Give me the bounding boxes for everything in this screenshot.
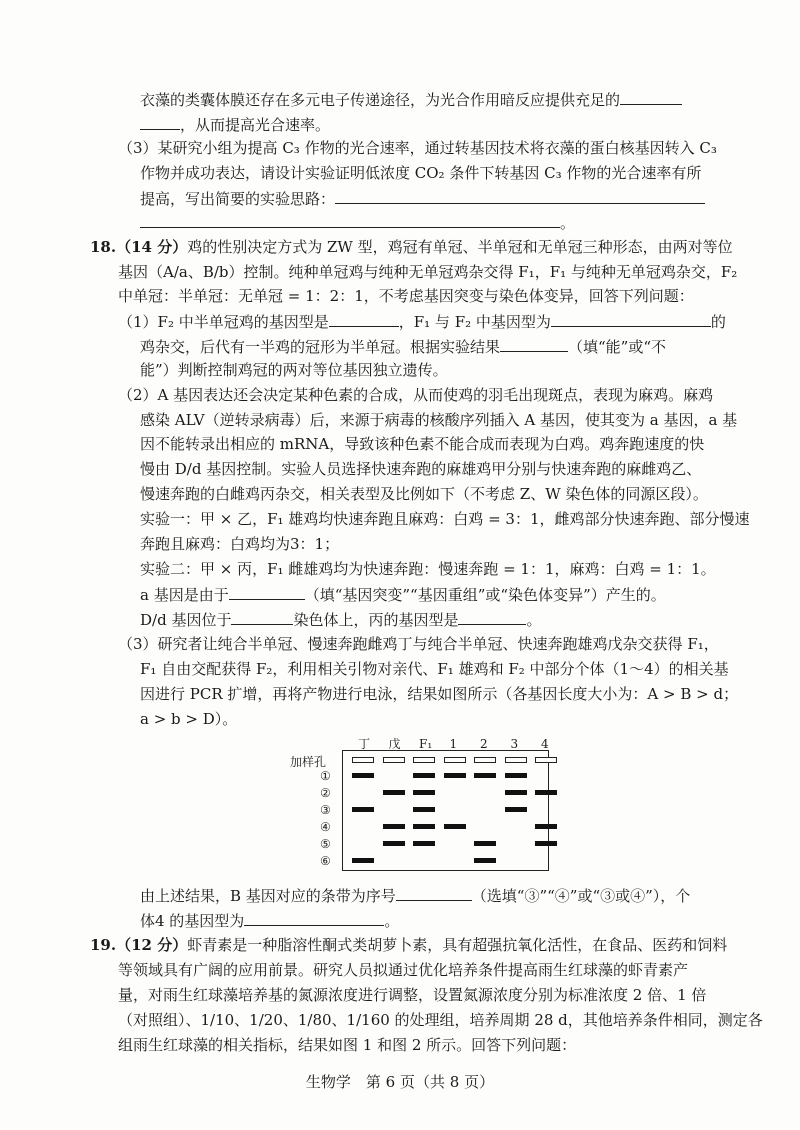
text: a 基因是由于: [140, 586, 229, 604]
gel-band: [413, 790, 435, 795]
gel-band: [474, 841, 496, 846]
gel-band: [474, 773, 496, 778]
text: ，从而提高光合速率。: [180, 116, 331, 134]
text: 。: [384, 912, 400, 930]
text: 提高，写出简要的实验思路：: [140, 190, 336, 208]
text: 虾青素是一种脂溶性酮式类胡萝卜素，具有超强抗氧化活性，在食品、医药和饲料: [187, 936, 728, 954]
text-line: 慢速奔跑的白雌鸡丙杂交，相关表型及比例如下（不考虑 Z、W 染色体的同源区段）。: [140, 485, 708, 503]
text: 。: [526, 611, 542, 629]
gel-band: [383, 841, 405, 846]
text-line: [140, 884, 690, 907]
text-line: a > b > D）。: [140, 710, 238, 728]
answer-blank[interactable]: [229, 583, 305, 600]
band-row-label: ⑤: [320, 837, 331, 851]
text-line: 奔跑且麻鸡：白鸡均为3：1；: [140, 535, 340, 553]
sample-well: [474, 757, 496, 763]
sample-well: [383, 757, 405, 763]
answer-blank[interactable]: [231, 608, 293, 625]
text: 染色体上，丙的基因型是: [293, 611, 459, 629]
text: （填“能”或“不: [568, 338, 667, 356]
gel-band: [535, 841, 557, 846]
text-line: 等领域具有广阔的应用前景。研究人员拟通过优化培养条件提高雨生红球藻的虾青素产: [118, 961, 689, 979]
answer-blank[interactable]: [329, 310, 399, 327]
text-line: （对照组）、1/10、1/20、1/80、1/160 的处理组，培养周期 28 d，其他培养条件相同，测定各: [118, 1011, 763, 1029]
question-18-header: [90, 236, 733, 258]
question-number: 18.（14 分）: [90, 238, 188, 256]
gel-band: [505, 773, 527, 778]
gel-band: [352, 773, 374, 778]
text: （1）F₂ 中半单冠鸡的基因型是: [118, 313, 329, 331]
text-line: F₁ 自由交配获得 F₂，利用相关引物对亲代、F₁ 雄鸡和 F₂ 中部分个体（1～4）的相关基: [140, 660, 729, 678]
gel-band: [352, 858, 374, 863]
text-line: [140, 88, 682, 111]
text-line: （3）研究者让纯合半单冠、慢速奔跑雌鸡丁与纯合半单冠、快速奔跑雄鸡戊杂交获得 F₁，: [118, 635, 719, 653]
answer-blank[interactable]: [335, 187, 705, 204]
text: 。: [560, 214, 576, 232]
lane-label: F₁: [419, 737, 433, 751]
band-row-label: ②: [320, 786, 331, 800]
text-line: 能”）判断控制鸡冠的两对等位基因独立遗传。: [140, 361, 448, 379]
text-line: [140, 608, 541, 631]
text: （选填“③”“④”或“③或④”），个: [471, 887, 691, 905]
text: 体4 的基因型为: [140, 912, 245, 930]
gel-band: [383, 824, 405, 829]
gel-band: [413, 773, 435, 778]
sample-well: [352, 757, 374, 763]
text: 由上述结果，B 基因对应的条带为序号: [140, 887, 396, 905]
gel-band: [535, 790, 557, 795]
gel-band: [474, 858, 496, 863]
text-line: 实验二：甲 × 丙，F₁ 雌雄鸡均为快速奔跑：慢速奔跑 = 1：1，麻鸡：白鸡 = 1：1。: [140, 560, 716, 578]
text-line: [140, 583, 666, 606]
sample-well: [444, 757, 466, 763]
text-line: 作物并成功表达，请设计实验证明低浓度 CO₂ 条件下转基因 C₃ 作物的光合速率有所: [140, 164, 702, 182]
text: 鸡杂交，后代有一半鸡的冠形为半单冠。根据实验结果: [140, 338, 501, 356]
text-line: （2）A 基因表达还会决定某种色素的合成，从而使鸡的羽毛出现斑点，表现为麻鸡。麻鸡: [118, 386, 714, 404]
gel-band: [444, 773, 466, 778]
band-row-label: ⑥: [320, 854, 331, 868]
sample-well: [535, 757, 557, 763]
text: 的: [710, 313, 726, 331]
text-line: [140, 113, 330, 136]
text: 鸡的性别决定方式为 ZW 型，鸡冠有单冠、半单冠和无单冠三种形态，由两对等位: [187, 238, 733, 256]
electrophoresis-figure: [290, 737, 570, 872]
text: ，F₁ 与 F₂ 中基因型为: [398, 313, 551, 331]
text-line: [118, 310, 726, 333]
band-row-label: ④: [320, 820, 331, 834]
gel-band: [352, 807, 374, 812]
gel-band: [413, 841, 435, 846]
text-line: 因进行 PCR 扩增，再将产物进行电泳，结果如图所示（各基因长度大小为：A > B > d；: [140, 685, 739, 703]
gel-band: [413, 807, 435, 812]
question-number: 19.（12 分）: [90, 936, 188, 954]
lane-label: 丁: [358, 737, 371, 751]
text-line: 因不能转录出相应的 mRNA，导致该种色素不能合成而表现为白鸡。鸡奔跑速度的快: [140, 435, 705, 453]
text-line: 中单冠：半单冠：无单冠 = 1：2：1，不考虑基因突变与染色体变异，回答下列问题：: [118, 287, 694, 305]
text-line: 实验一：甲 × 乙，F₁ 雄鸡均快速奔跑且麻鸡：白鸡 = 3：1，雌鸡部分快速奔跑、部分慢速: [140, 510, 750, 528]
gel-band: [535, 824, 557, 829]
gel-band: [505, 790, 527, 795]
lane-label: 4: [541, 737, 549, 751]
text-line: [140, 187, 705, 210]
lane-label: 戊: [388, 737, 401, 751]
text-line: [140, 909, 399, 932]
gel-band: [505, 807, 527, 812]
text: （填“基因突变”“基因重组”或“染色体变异”）产生的。: [304, 586, 666, 604]
gel-band: [444, 824, 466, 829]
page-footer: 生物学 第 6 页（共 8 页）: [305, 1073, 495, 1091]
sample-well: [505, 757, 527, 763]
text: D/d 基因位于: [140, 611, 232, 629]
text-line: 慢由 D/d 基因控制。实验人员选择快速奔跑的麻雄鸡甲分别与快速奔跑的麻雌鸡乙、: [140, 460, 702, 478]
band-row-label: ③: [320, 803, 331, 817]
answer-blank[interactable]: [620, 88, 682, 105]
gel-band: [413, 824, 435, 829]
text-line: （3）某研究小组为提高 C₃ 作物的光合速率，通过转基因技术将衣藻的蛋白核基因转入 C₃: [118, 139, 717, 157]
answer-blank[interactable]: [551, 310, 711, 327]
answer-blank[interactable]: [140, 211, 560, 228]
text-line: 感染 ALV（逆转录病毒）后，来源于病毒的核酸序列插入 A 基因，使其变为 a 基因，a 基: [140, 411, 738, 429]
sample-well: [413, 757, 435, 763]
band-row-label: ①: [320, 769, 331, 783]
answer-blank[interactable]: [396, 884, 472, 901]
answer-blank[interactable]: [458, 608, 526, 625]
answer-blank[interactable]: [500, 335, 568, 352]
answer-blank[interactable]: [244, 909, 384, 926]
lane-label: 2: [480, 737, 488, 751]
text-line: 组雨生红球藻的相关指标，结果如图 1 和图 2 所示。回答下列问题：: [118, 1036, 577, 1054]
text-line: [140, 335, 666, 358]
answer-blank[interactable]: [140, 113, 180, 130]
lane-label: 1: [449, 737, 458, 751]
lane-label: 3: [510, 737, 519, 751]
text-line: 基因（A/a、B/b）控制。纯种单冠鸡与纯种无单冠鸡杂交得 F₁，F₁ 与纯种无单冠鸡杂交，F₂: [118, 263, 738, 281]
well-label: 加样孔: [290, 755, 327, 769]
text-line: 量，对雨生红球藻培养基的氮源浓度进行调整，设置氮源浓度分别为标准浓度 2 倍、1 倍: [118, 986, 707, 1004]
text-line: [140, 211, 575, 234]
question-19-header: [90, 934, 727, 956]
text: 衣藻的类囊体膜还存在多元电子传递途径，为光合作用暗反应提供充足的: [140, 91, 621, 109]
gel-band: [383, 790, 405, 795]
